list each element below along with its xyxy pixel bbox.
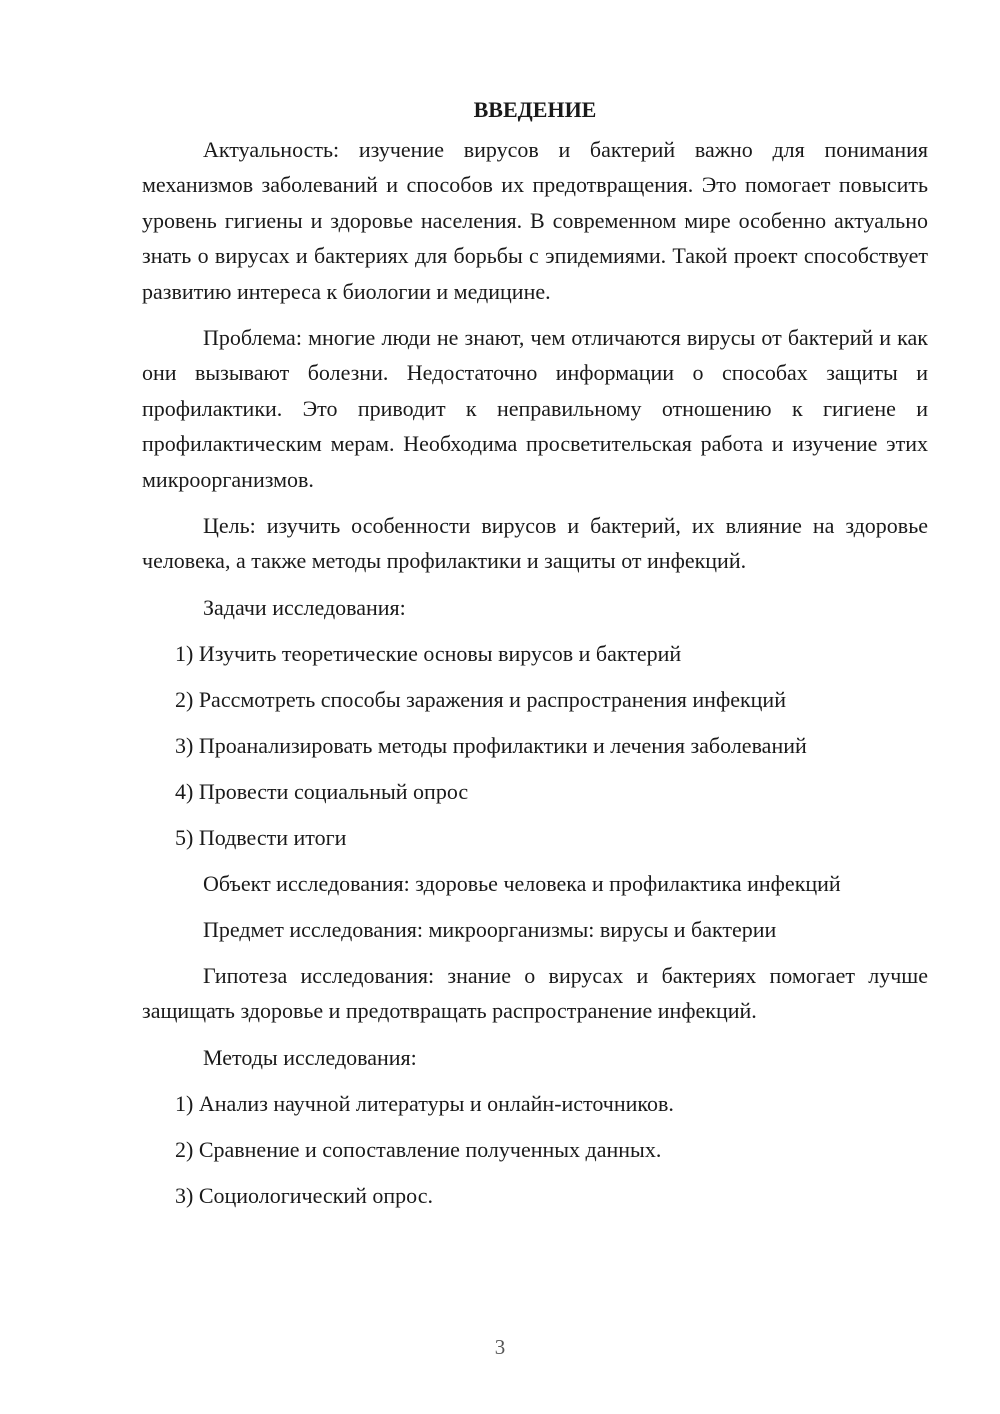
methods-heading: Методы исследования:: [203, 1044, 417, 1070]
section-title: ВВЕДЕНИЕ: [473, 97, 597, 122]
task-item: 1) Изучить теоретические основы вирусов и бактерий: [175, 640, 682, 666]
task-item: 5) Подвести итоги: [175, 824, 347, 850]
research-subject: Предмет исследования: микроорганизмы: вирусы и бактерии: [203, 916, 777, 942]
method-item: 1) Анализ научной литературы и онлайн-источников.: [175, 1090, 674, 1116]
goal-paragraph: Цель: изучить особенности вирусов и бактерий, их влияние на здоровье человека, а также методы профилактики и защиты от инфекций.: [142, 513, 928, 574]
problem-paragraph: Проблема: многие люди не знают, чем отличаются вирусы от бактерий и как они вызывают болезни. Недостаточно информации о способах защиты и профилактики. Это приводит к неправильному отношению к гигиене и профилактическим мерам. Необходима просветительская работа и изучение этих микроорганизмов.: [142, 325, 928, 492]
method-item: 3) Социологический опрос.: [175, 1182, 433, 1208]
hypothesis-paragraph: Гипотеза исследования: знание о вирусах и бактериях помогает лучше защищать здоровье и предотвращать распространение инфекций.: [142, 962, 928, 1024]
relevance-paragraph: Актуальность: изучение вирусов и бактерий важно для понимания механизмов заболеваний и способов их предотвращения. Это помогает повысить уровень гигиены и здоровье населения. В современном мире особенно актуально знать о вирусах и бактериях для борьбы с эпидемиями. Такой проект способствует развитию интереса к биологии и медицине.: [142, 137, 928, 304]
page-content: [142, 92, 928, 1224]
research-object: Объект исследования: здоровье человека и профилактика инфекций: [203, 870, 841, 896]
method-item: 2) Сравнение и сопоставление полученных данных.: [175, 1136, 662, 1162]
task-item: 3) Проанализировать методы профилактики и лечения заболеваний: [175, 732, 807, 758]
tasks-heading: Задачи исследования:: [203, 594, 406, 620]
page-number: 3: [494, 1335, 506, 1359]
task-item: 4) Провести социальный опрос: [175, 778, 469, 804]
task-item: 2) Рассмотреть способы заражения и распространения инфекций: [175, 686, 786, 712]
